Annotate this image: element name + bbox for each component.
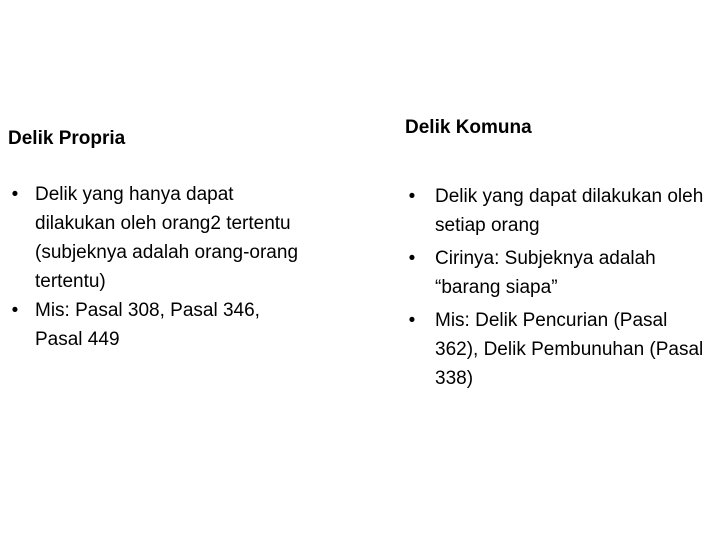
- bullet-text: Delik yang dapat dilakukan oleh setiap orang: [435, 186, 704, 236]
- bullet-item: [405, 182, 710, 240]
- heading-delik-komuna: Delik Komuna: [405, 117, 532, 138]
- bullet-icon: •: [408, 310, 416, 331]
- bullet-icon: •: [11, 184, 19, 205]
- bullet-icon: •: [408, 186, 416, 207]
- bullet-item: [405, 244, 710, 302]
- bullet-list-propria: [8, 180, 308, 354]
- bullet-item: [8, 180, 308, 296]
- bullet-text: Delik yang hanya dapat dilakukan oleh orang2 tertentu (subjeknya adalah orang-orang tertentu): [35, 184, 299, 292]
- bullet-item: [405, 306, 710, 393]
- bullet-list-komuna: [405, 182, 710, 393]
- bullet-text: Mis: Delik Pencurian (Pasal 362), Delik Pembunuhan (Pasal 338): [435, 310, 704, 389]
- column-delik-propria: [8, 127, 308, 354]
- bullet-icon: •: [11, 300, 19, 321]
- heading-delik-propria: Delik Propria: [8, 128, 126, 149]
- bullet-item: [8, 296, 308, 354]
- column-delik-komuna: [405, 116, 710, 393]
- bullet-icon: •: [408, 248, 416, 269]
- bullet-text: Mis: Pasal 308, Pasal 346, Pasal 449: [35, 300, 260, 350]
- bullet-text: Cirinya: Subjeknya adalah “barang siapa”: [435, 248, 656, 298]
